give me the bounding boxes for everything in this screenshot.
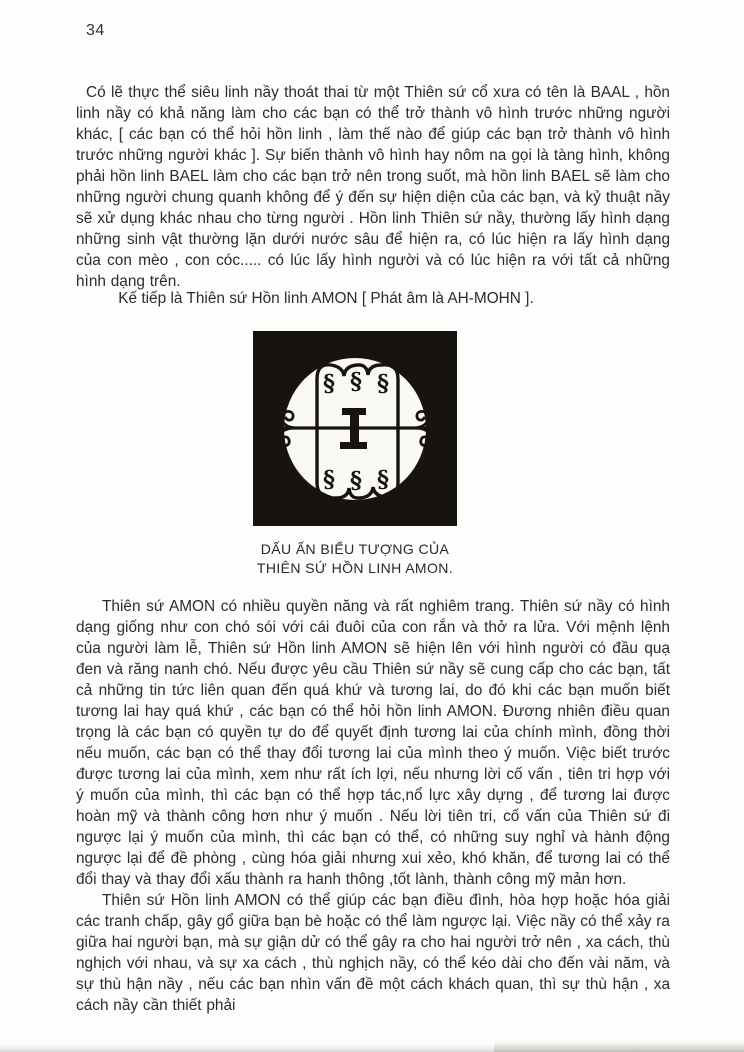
ornament-bottom-mid-icon: §	[349, 467, 363, 494]
text-block-bottom	[76, 596, 670, 1016]
seal-caption	[205, 540, 505, 578]
paragraph-amon-powers: Thiên sứ AMON có nhiều quyền năng và rất nghiêm trang. Thiên sứ nầy có hình dạng giống như con chó sói với cái đuôi của con rắn và thở ra lửa. Với mệnh lệnh của người làm lễ, Thiên sứ Hồn linh AMON sẽ hiện lên với hình người có đầu quạ đen và răng nanh chó. Nếu được yêu cầu Thiên sứ nầy sẽ cung cấp cho các bạn, tất cả những tin tức liên quan đến quá khứ và tương lai, do đó khi các bạn muốn biết tương lai hay quá khứ , các bạn có thể hỏi hồn linh AMON. Đương nhiên điều quan trọng là các bạn có quyền tự do để quyết định tương lai của chính mình, đồng thời nếu muốn, các bạn có thể thay đổi tương lai của mình theo ý muốn. Việc biết trước được tương lai của mình, xem như rất ích lợi, nếu nhưng lời cố vấn , tiên tri hợp với ý muốn của mình, thì các bạn có thể hợp tác,nổ lực xây dựng , để tương lai được hoàn mỹ và thành công hơn như ý muốn . Nếu lời tiên tri, cố vấn của Thiên sứ đi ngược lại ý muốn của mình, thì các bạn có thể, có những suy nghỉ và hành động ngược lại để đề phòng , cùng hóa giải nhưng xui xẻo, khó khăn, để tương lai có thể đổi thay và thay đổi xấu thành ra hanh thông ,tốt lành, thành công mỹ mản hơn.	[76, 598, 670, 888]
ornament-top-right-icon: §	[376, 370, 390, 397]
amon-seal-image	[253, 331, 457, 526]
text-block-top	[76, 82, 670, 292]
paragraph-amon-disputes: Thiên sứ Hồn linh AMON có thể giúp các bạn điều đình, hòa hợp hoặc hóa giải các tranh chấp, gây gổ giữa bạn bè hoặc có thể làm ngược lại. Việc nầy có thể xảy ra giữa hai người bạn, mà sự giận dử có thể gây ra cho hai người trở nên , xa cách, thù nghịch với nhau, và sự xa cách , thù nghịch nầy, có thể kéo dài cho đến vài năm, và sự thù hận nầy , nếu các bạn nhìn vấn đề một cách khách quan, thì sự thù hận , xa cách nầy cần thiết phải	[76, 892, 670, 1014]
ornament-top-left-icon: §	[322, 370, 336, 397]
seal-caption-line1: DẤU ẤN BIỂU TƯỢNG CỦA	[260, 541, 450, 557]
seal-caption-line2: THIÊN SỨ HỒN LINH AMON.	[256, 560, 454, 576]
ornament-bottom-left-icon: §	[322, 466, 336, 493]
ornament-bottom-right-icon: §	[376, 466, 390, 493]
intro-line: Kế tiếp là Thiên sứ Hồn linh AMON [ Phát âm là AH-MOHN ].	[118, 290, 534, 307]
amon-sigil-icon	[253, 331, 457, 526]
ornament-top-mid-icon: §	[349, 368, 363, 395]
paragraph-baal: Có lẽ thực thể siêu linh nầy thoát thai từ một Thiên sứ cổ xưa có tên là BAAL , hồn linh nầy có khả năng làm cho các bạn có thể trở thành vô hình trước những người khác, [ các bạn có thể hỏi hồn linh , làm thế nào để giúp các bạn trở thành vô hình trước những người khác ]. Sự biến thành vô hình hay nôm na gọi là tàng hình, không phải hồn linh BAEL làm cho các bạn trở nên trong suốt, mà hồn linh BAEL sẽ làm cho những người chung quanh không để ý đến sự hiện diện của các bạn, và kỷ thuật nầy sẽ xử dụng khác nhau cho từng người . Hồn linh Thiên sứ nầy, thường lấy hình dạng những sinh vật thường lặn dưới nước sâu để hiện ra, có lúc hiện ra lấy hình dạng của con mèo , con cóc..... có lúc lấy hình người và có lúc hiện ra với tất cả những hình dạng trên.	[76, 84, 670, 290]
scan-shadow-right-artifact	[494, 1040, 744, 1052]
page-number: 34	[86, 22, 105, 39]
